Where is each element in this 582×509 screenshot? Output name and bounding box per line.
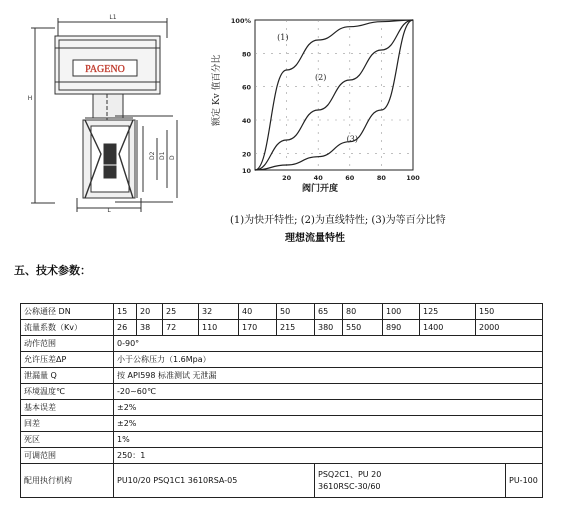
kv-cell: 380 [315, 320, 343, 336]
dim-label-d1: D1 [159, 151, 166, 160]
kv-cell: 1400 [420, 320, 476, 336]
kv-cell: 170 [239, 320, 277, 336]
dim-label-d2: D2 [149, 151, 156, 160]
row-value: 小于公称压力（1.6Mpa） [114, 352, 543, 368]
kv-cell: 550 [343, 320, 383, 336]
dim-label-h: H [27, 95, 33, 102]
row-label: 基本误差 [21, 400, 114, 416]
row-value: 按 API598 标准测试 无泄漏 [114, 368, 543, 384]
table-row [21, 320, 543, 336]
curve-label: (2) [315, 73, 327, 82]
series-line-2 [255, 20, 413, 170]
dn-cell: 80 [343, 304, 383, 320]
row-value: 0-90° [114, 336, 543, 352]
actuator-b-line1: PSQ2C1、PU 20 [318, 469, 382, 479]
dn-cell: 65 [315, 304, 343, 320]
x-tick-label: 100 [406, 174, 420, 182]
table-row [21, 384, 543, 400]
row-value: 250：1 [114, 448, 543, 464]
table-row [21, 432, 543, 448]
y-tick-label: 60 [241, 83, 251, 92]
kv-cell: 72 [163, 320, 199, 336]
actuator-cell-a: PU10/20 PSQ1C1 3610RSA-05 [114, 464, 315, 498]
table-row [21, 448, 543, 464]
actuator-cell-b [315, 464, 506, 498]
actuator-cell-c: PU-100 [506, 464, 543, 498]
dn-cell: 125 [420, 304, 476, 320]
y-tick-label: 20 [241, 150, 251, 159]
row-value: 1% [114, 432, 543, 448]
table-row [21, 400, 543, 416]
spec-table [20, 303, 543, 498]
dn-cell: 100 [383, 304, 420, 320]
row-label: 动作范围 [21, 336, 114, 352]
kv-cell: 38 [137, 320, 163, 336]
table-row [21, 464, 543, 498]
dn-cell: 50 [277, 304, 315, 320]
kv-cell: 890 [383, 320, 420, 336]
table-row [21, 304, 543, 320]
y-tick-label: 40 [241, 117, 251, 125]
row-label: 泄漏量 Q [21, 368, 114, 384]
row-value: ±2% [114, 400, 543, 416]
row-label: 可调范围 [21, 448, 114, 464]
dn-cell: 150 [476, 304, 543, 320]
dn-cell: 20 [137, 304, 163, 320]
kv-cell: 215 [277, 320, 315, 336]
dn-cell: 40 [239, 304, 277, 320]
y-axis-label: 额定 Kv 值百分比 [212, 54, 222, 126]
brand-label: PAGENO [85, 64, 125, 75]
dim-label-d: D [169, 155, 176, 160]
dn-cell: 32 [199, 304, 239, 320]
chart-caption: 理想流量特性 [285, 233, 345, 244]
dim-label-l1: L1 [109, 14, 117, 21]
x-tick-label: 80 [376, 174, 386, 182]
x-axis-label: 阀门开度 [301, 184, 339, 193]
row-label: 回差 [21, 416, 114, 432]
kv-cell: 2000 [476, 320, 543, 336]
row-value: ±2% [114, 416, 543, 432]
curve-label: (1) [277, 33, 289, 42]
dim-label-l: L [107, 207, 111, 213]
curve-label: (3) [346, 134, 358, 144]
valve-drawing [15, 8, 200, 213]
dn-cell: 25 [163, 304, 199, 320]
table-row [21, 416, 543, 432]
flow-characteristic-chart [205, 8, 440, 193]
table-row [21, 352, 543, 368]
kv-label: 流量系数（Kv） [21, 320, 114, 336]
dn-cell: 15 [114, 304, 137, 320]
actuator-label: 配用执行机构 [21, 464, 114, 498]
table-row [21, 336, 543, 352]
table-row [21, 368, 543, 384]
y-tick-label: 80 [241, 50, 251, 59]
x-tick-label: 20 [282, 174, 292, 182]
actuator-b-line2: 3610RSC-30/60 [318, 481, 381, 491]
kv-cell: 110 [199, 320, 239, 336]
y-tick-label: 10 [241, 167, 251, 175]
section-heading: 五、技术参数： [14, 264, 91, 277]
x-tick-label: 60 [345, 174, 355, 182]
y-tick-label: 100% [230, 17, 251, 25]
x-tick-label: 40 [313, 174, 323, 182]
row-value: -20~60℃ [114, 384, 543, 400]
dn-label: 公称通径 DN [21, 304, 114, 320]
row-label: 死区 [21, 432, 114, 448]
kv-cell: 26 [114, 320, 137, 336]
chart-legend-line: (1)为快开特性; (2)为直线特性; (3)为等百分比特 [230, 215, 446, 226]
row-label: 环境温度℃ [21, 384, 114, 400]
row-label: 允许压差ΔP [21, 352, 114, 368]
